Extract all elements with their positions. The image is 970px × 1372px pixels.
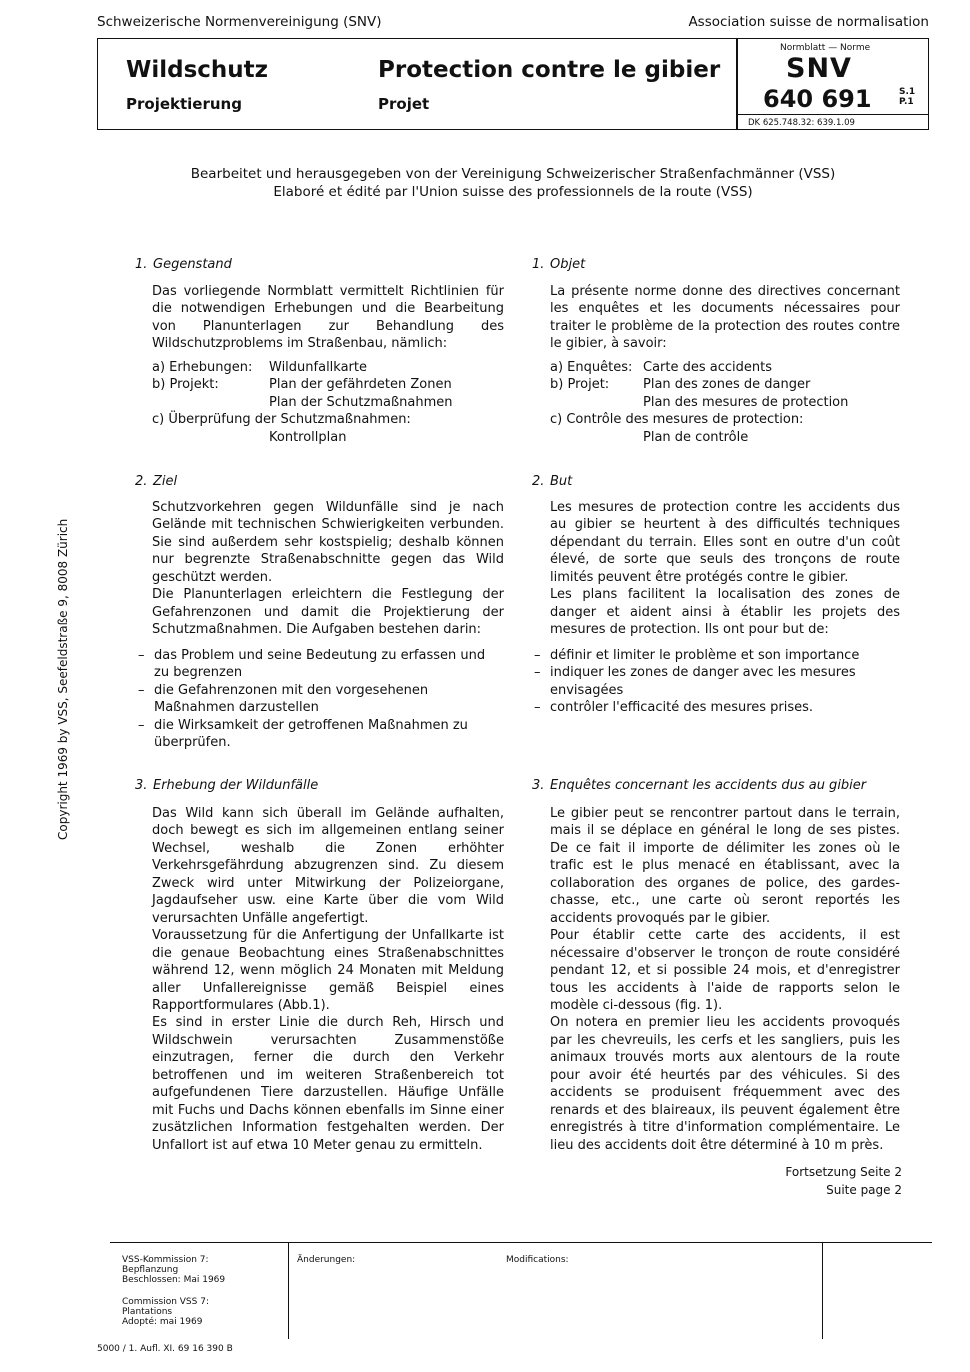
section-3-number-de: 3.: [135, 778, 148, 793]
list-key: c) Contrôle des mesures de protection:: [550, 412, 804, 428]
footer-box: [110, 1242, 932, 1339]
paragraph: Les mesures de protection contre les accidents dus au gibier se heurtent à des difficultés techniques dépendant du terrain. Elles sont en outre d'un coût élevé, de sorte que seuls des tronçons de route limités peuvent être protégés contre le gibier.: [550, 500, 900, 585]
commission-line: Beschlossen: Mai 1969: [122, 1275, 226, 1285]
section-2-list-fr: – définir et limiter le problème et son importance – indiquer les zones de danger avec les mesures envisagées – contrôler l'efficacité des mesures prises.: [534, 647, 900, 717]
list-value: Plan de contrôle: [643, 429, 749, 445]
edited-by-de: Bearbeitet und herausgegeben von der Vereinigung Schweizerischer Straßenfachmänner (VSS): [190, 166, 836, 182]
list-item: indiquer les zones de danger avec les mesures envisagées: [550, 665, 856, 698]
commission-line: Adopté: mai 1969: [122, 1317, 203, 1327]
paragraph: Es sind in erster Linie die durch Reh, Hirsch und Wildschwein verursachten Zusammenstöße einzutragen, ferner die durch den Verkehr betroffenen und im weiteren Straßenbereich tot aufgefundenen Tiere darzustellen. Häufige Unfälle mit Fuchs und Dachs können ebenfalls im Sinne einer zusätzlichen Information festgehalten werden. Der Unfallort ist auf etwa 10 Meter genau zu ermitteln.: [152, 1015, 504, 1153]
paragraph: Schutzvorkehren gegen Wildunfälle sind je nach Gelände mit technischen Schwierigkeiten verbunden. Sie sind außerdem sehr kostspielig; deshalb können nur begrenzte Straßenabschnitte gegen das Wild geschützt werden.: [152, 500, 504, 585]
header-dk-divider: [736, 114, 929, 115]
list-value: Plan der Schutzmaßnahmen: [269, 394, 453, 410]
changes-label-de: Änderungen:: [297, 1255, 356, 1265]
section-2-list-de: – das Problem und seine Bedeutung zu erfassen und zu begrenzen – die Gefahrenzonen mit den vorgesehenen Maßnahmen darzustellen – die Wirksamkeit der getroffenen Maßnahmen zu überprüfen.: [138, 647, 504, 752]
page-indicator-s: S.1: [899, 87, 916, 97]
edited-by-fr: Elaboré et édité par l'Union suisse des professionnels de la route (VSS): [273, 184, 753, 200]
paragraph: Voraussetzung für die Anfertigung der Unfallkarte ist die genaue Beobachtung eines Straßenabschnittes während 12, wenn möglich 24 Monaten mit Meldung aller Unfallereignisse gemäß Beispiel eines Rapportformulares (Abb.1).: [152, 928, 504, 1013]
copyright-notice: Copyright 1969 by VSS, Seefeldstraße 9, 8008 Zürich: [56, 518, 70, 840]
paragraph: Les plans facilitent la localisation des zones de danger et aident ainsi à établir les projets des mesures de protection. Ils ont pour but de:: [550, 587, 900, 638]
list-value: Wildunfallkarte: [269, 360, 367, 375]
paragraph: Pour établir cette carte des accidents, il est nécessaire d'observer le tronçon de route considéré pendant 12, et si possible 24 mois, et d'enregistrer tous les accidents à l'aide de rapports selon le modèle ci-dessous (fig. 1).: [550, 928, 900, 1013]
commission-line: Commission VSS 7:: [122, 1297, 209, 1307]
page-indicator-p: P.1: [899, 97, 914, 107]
list-value: Carte des accidents: [643, 360, 773, 375]
page-indicator: [899, 87, 915, 107]
section-3-heading-de: Erhebung der Wildunfälle: [153, 778, 319, 793]
paragraph: La présente norme donne des directives concernant les enquêtes et les documents nécessaires pour traiter le problème de la protection des routes contre le gibier, à savoir:: [550, 284, 900, 352]
header-box: [97, 38, 929, 130]
title-fr: Protection contre le gibier: [378, 57, 721, 83]
section-1-list-fr: [550, 359, 900, 446]
commission-line: Bepflanzung: [122, 1265, 179, 1275]
section-1-list-de: [152, 359, 504, 446]
dk-classification: DK 625.748.32: 639.1.09: [748, 118, 855, 128]
list-item: die Gefahrenzonen mit den vorgesehenen Maßnahmen darzustellen: [154, 682, 429, 716]
commission-line: VSS-Kommission 7:: [122, 1255, 209, 1265]
section-2-heading-de: Ziel: [153, 474, 178, 489]
norm-label: Normblatt — Norme: [780, 43, 871, 53]
list-value: Plan des mesures de protection: [643, 394, 849, 410]
footer-divider: [288, 1243, 289, 1339]
paragraph: Das vorliegende Normblatt vermittelt Richtlinien für die notwendigen Erhebungen und die Bearbeitung von Planunterlagen zur Behandlung des Wildschutzproblems im Straßenbau, nämlich:: [152, 284, 504, 352]
paragraph: Le gibier peut se rencontrer partout dans le terrain, mais il se déplace en général le long de ses pistes. De ce fait il importe de délimiter les zones où le trafic est le plus menacé en établissant, avec la collaboration des organes de police, des gardes-chasse, etc., une carte où seront reportés les accidents provoqués par le gibier.: [550, 806, 900, 926]
commission-de: [122, 1255, 225, 1285]
norm-number: 640 691: [763, 85, 872, 113]
section-2-number-fr: 2.: [532, 474, 545, 489]
list-key: b) Projekt:: [152, 377, 219, 393]
list-value: Plan der gefährdeten Zonen: [269, 377, 452, 393]
title-de: Wildschutz: [126, 57, 269, 83]
changes-label-fr: Modifications:: [506, 1255, 569, 1265]
section-1-body-de: [152, 283, 504, 353]
list-item: contrôler l'efficacité des mesures prises.: [550, 700, 814, 716]
section-3-body-de: [152, 805, 504, 1154]
continued-fr: Suite page 2: [826, 1183, 902, 1197]
section-3-heading-fr: Enquêtes concernant les accidents dus au gibier: [550, 778, 867, 793]
list-value: Kontrollplan: [269, 429, 347, 445]
section-1-heading-fr: Objet: [550, 257, 586, 272]
section-3-body-fr: [550, 805, 900, 1154]
continued-de: Fortsetzung Seite 2: [785, 1165, 902, 1179]
list-item: die Wirksamkeit der getroffenen Maßnahmen zu überprüfen.: [154, 717, 468, 751]
list-item: définir et limiter le problème et son importance: [550, 648, 860, 663]
section-1-body-fr: [550, 283, 900, 353]
subtitle-fr: Projet: [378, 95, 430, 113]
list-key: b) Projet:: [550, 377, 610, 393]
section-2-heading-fr: But: [550, 474, 573, 489]
subtitle-de: Projektierung: [126, 95, 242, 113]
section-1-heading-de: Gegenstand: [153, 257, 232, 272]
list-item: das Problem und seine Bedeutung zu erfassen und zu begrenzen: [154, 648, 486, 681]
paragraph: Das Wild kann sich überall im Gelände aufhalten, doch bewegt es sich im allgemeinen entlang seiner Wechsel, weshalb die Zonen erhöhter Verkehrsgefährdung abzugrenzen sind. Zu diesem Zweck wird unter Mitwirkung der Polizeiorgane, Jagdaufseher usw. eine Karte über die vom Wild verursachten Unfälle angefertigt.: [152, 806, 504, 926]
section-1-number-de: 1.: [135, 257, 148, 272]
paragraph: On notera en premier lieu les accidents provoqués par les chevreuils, les cerfs et les sangliers, puis les animaux trouvés morts aux alentours de la route pour avoir été heurtés par des véhicules. Si des accidents se produisent fréquemment avec des renards et des blaireaux, ils peuvent également être enregistrés à titre d'information complémentaire. Le lieu des accidents doit être déterminé à 10 m près.: [550, 1015, 900, 1153]
section-2-body-fr: [550, 499, 900, 639]
list-key: a) Erhebungen:: [152, 360, 253, 375]
section-2-number-de: 2.: [135, 474, 148, 489]
print-info: 5000 / 1. Aufl. XI. 69 16 390 B: [97, 1344, 233, 1354]
footer-divider: [822, 1243, 823, 1339]
list-key: c) Überprüfung der Schutzmaßnahmen:: [152, 412, 411, 428]
org-name-fr: Association suisse de normalisation: [688, 14, 929, 30]
snv-label: SNV: [786, 53, 852, 84]
section-1-number-fr: 1.: [532, 257, 545, 272]
list-key: a) Enquêtes:: [550, 360, 633, 375]
section-2-body-de: [152, 499, 504, 639]
commission-line: Plantations: [122, 1307, 173, 1317]
header-divider: [736, 39, 738, 129]
commission-fr: [122, 1297, 209, 1327]
org-name-de: Schweizerische Normenvereinigung (SNV): [97, 14, 382, 30]
section-3-number-fr: 3.: [532, 778, 545, 793]
paragraph: Die Planunterlagen erleichtern die Festlegung der Gefahrenzonen und damit die Projektierung der Schutzmaßnahmen. Die Aufgaben bestehen darin:: [152, 587, 504, 638]
list-value: Plan des zones de danger: [643, 377, 811, 393]
